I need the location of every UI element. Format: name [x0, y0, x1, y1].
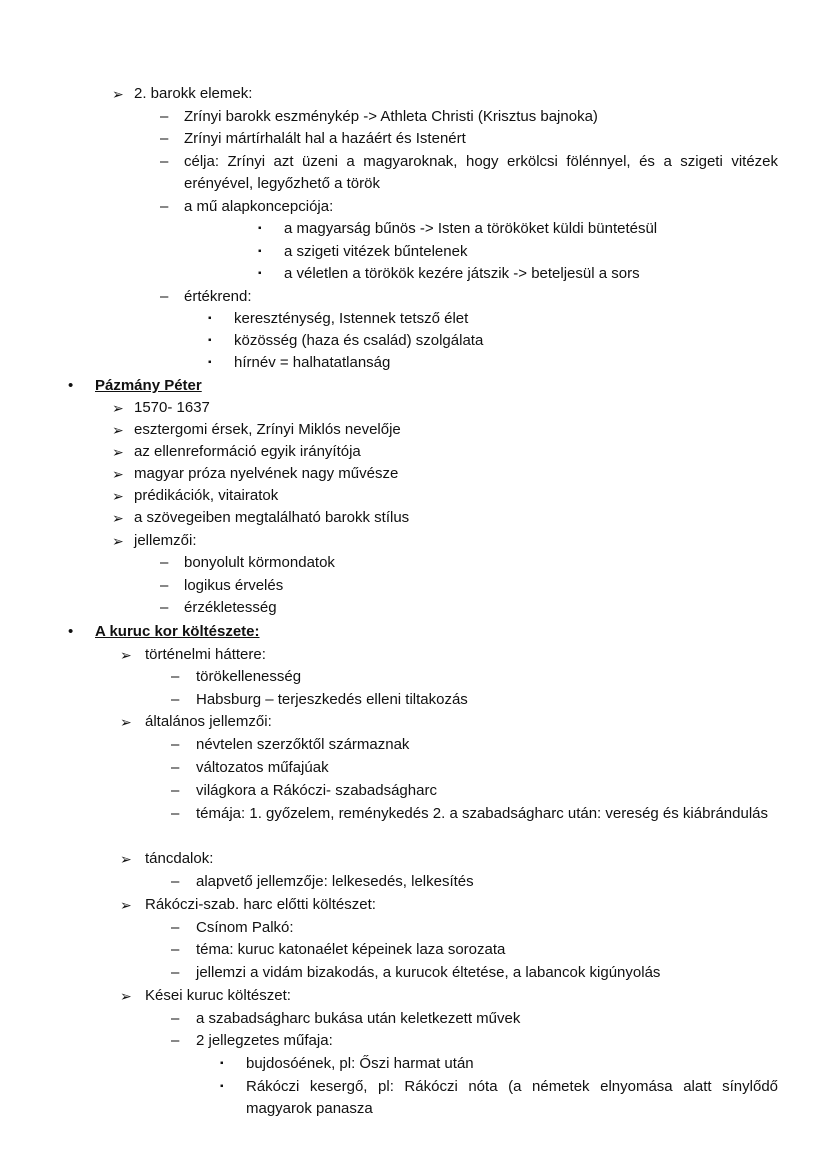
arrow-bullet-icon: ➢ [120, 897, 132, 913]
list-item [208, 330, 708, 352]
dash-bullet-icon: – [160, 577, 169, 594]
list-item [120, 894, 720, 916]
square-bullet-icon: ▪ [258, 246, 262, 257]
arrow-bullet-icon: ➢ [112, 510, 124, 526]
list-item [120, 711, 720, 733]
square-bullet-icon: ▪ [220, 1081, 224, 1092]
list-item-text: hírnév = halhatatlanság [234, 354, 391, 371]
list-item [160, 106, 780, 128]
list-item [160, 575, 760, 597]
list-item-text: 1570- 1637 [134, 399, 210, 416]
arrow-bullet-icon: ➢ [112, 444, 124, 460]
list-item-text: az ellenreformáció egyik irányítója [134, 443, 361, 460]
list-item-text: Csínom Palkó: [196, 919, 294, 936]
dash-bullet-icon: – [171, 736, 180, 753]
list-item-text: törökellenesség [196, 668, 302, 685]
list-item-text: Zrínyi mártírhalált hal a hazáért és Istenért [184, 130, 466, 147]
list-item [171, 871, 771, 893]
list-item-text: célja: Zrínyi azt üzeni a magyaroknak, hogy erkölcsi fölénnyel, és a szigeti vitézek erényével, legyőzhető a török [184, 153, 778, 192]
list-item-text: témája: 1. győzelem, reménykedés 2. a szabadságharc után: vereség és kiábrándulás [196, 805, 768, 822]
list-item-text: a szabadságharc bukása után keletkezett művek [196, 1010, 521, 1027]
list-item-text: változatos műfajúak [196, 759, 329, 776]
list-item-text: a mű alapkoncepciója: [184, 198, 334, 215]
list-item [171, 962, 791, 984]
dash-bullet-icon: – [171, 941, 180, 958]
list-item [171, 734, 771, 756]
list-item [112, 397, 712, 419]
list-item-text: a véletlen a törökök kezére játszik -> beteljesül a sors [284, 265, 640, 282]
list-item [112, 83, 712, 105]
list-item-text: Rákóczi-szab. harc előtti költészet: [145, 896, 376, 913]
arrow-bullet-icon: ➢ [112, 422, 124, 438]
list-item-text: prédikációk, vitairatok [134, 487, 279, 504]
dash-bullet-icon: – [160, 153, 169, 170]
arrow-bullet-icon: ➢ [112, 86, 124, 102]
heading-text: A kuruc kor költészete: [95, 623, 260, 640]
square-bullet-icon: ▪ [258, 268, 262, 279]
list-item-text: alapvető jellemzője: lelkesedés, lelkesítés [196, 873, 474, 890]
list-item [160, 151, 780, 195]
list-item [171, 939, 771, 961]
list-item-text: bonyolult körmondatok [184, 554, 335, 571]
list-item-text: világkora a Rákóczi- szabadságharc [196, 782, 437, 799]
arrow-bullet-icon: ➢ [112, 400, 124, 416]
list-item [171, 757, 771, 779]
list-item [220, 1053, 780, 1075]
list-item [220, 1076, 782, 1120]
list-item-text: bujdosóének, pl: Őszi harmat után [246, 1055, 474, 1072]
list-item-text: jellemzői: [134, 532, 197, 549]
list-item [112, 441, 712, 463]
list-item [171, 689, 771, 711]
arrow-bullet-icon: ➢ [112, 466, 124, 482]
dash-bullet-icon: – [160, 554, 169, 571]
list-item-text: 2. barokk elemek: [134, 85, 253, 102]
list-item [171, 666, 771, 688]
list-item [171, 1008, 771, 1030]
list-item-text: táncdalok: [145, 850, 214, 867]
list-item-text: történelmi háttere: [145, 646, 266, 663]
dash-bullet-icon: – [171, 919, 180, 936]
list-item-text: logikus érvelés [184, 577, 284, 594]
dot-bullet-icon: • [68, 377, 74, 394]
dash-bullet-icon: – [171, 1032, 180, 1049]
dash-bullet-icon: – [171, 691, 180, 708]
list-item [160, 196, 780, 218]
list-item [120, 985, 720, 1007]
dash-bullet-icon: – [160, 288, 169, 305]
arrow-bullet-icon: ➢ [112, 533, 124, 549]
list-item [208, 352, 708, 374]
square-bullet-icon: ▪ [208, 335, 212, 346]
list-item [171, 780, 771, 802]
list-item-text: 2 jellegzetes műfaja: [196, 1032, 333, 1049]
dot-bullet-icon: • [68, 623, 74, 640]
dash-bullet-icon: – [171, 873, 180, 890]
list-item [171, 1030, 771, 1052]
list-item [258, 263, 758, 285]
list-item-text: esztergomi érsek, Zrínyi Miklós nevelője [134, 421, 401, 438]
list-item [258, 218, 758, 240]
list-item [171, 917, 771, 939]
list-item-text: téma: kuruc katonaélet képeinek laza sorozata [196, 941, 506, 958]
dash-bullet-icon: – [171, 1010, 180, 1027]
list-item-text: általános jellemzői: [145, 713, 272, 730]
list-item-text: a szigeti vitézek bűntelenek [284, 243, 468, 260]
square-bullet-icon: ▪ [220, 1058, 224, 1069]
arrow-bullet-icon: ➢ [120, 714, 132, 730]
dash-bullet-icon: – [171, 668, 180, 685]
list-item [160, 128, 780, 150]
list-item [112, 463, 712, 485]
dash-bullet-icon: – [171, 782, 180, 799]
dash-bullet-icon: – [171, 805, 180, 822]
list-item-text: közösség (haza és család) szolgálata [234, 332, 484, 349]
arrow-bullet-icon: ➢ [120, 647, 132, 663]
dash-bullet-icon: – [160, 108, 169, 125]
section-heading [68, 375, 668, 397]
list-item-text: érzékletesség [184, 599, 277, 616]
list-item [258, 241, 758, 263]
list-item-text: Habsburg – terjeszkedés elleni tiltakozás [196, 691, 468, 708]
arrow-bullet-icon: ➢ [120, 851, 132, 867]
list-item-text: értékrend: [184, 288, 252, 305]
list-item [112, 507, 712, 529]
square-bullet-icon: ▪ [208, 313, 212, 324]
list-item-text: Rákóczi kesergő, pl: Rákóczi nóta (a németek elnyomása alatt sínylődő magyarok panasza [246, 1078, 778, 1117]
list-item [120, 644, 720, 666]
list-item [171, 803, 781, 847]
section-heading [68, 621, 668, 643]
list-item [112, 530, 712, 552]
arrow-bullet-icon: ➢ [112, 488, 124, 504]
list-item-text: Kései kuruc költészet: [145, 987, 291, 1004]
heading-text: Pázmány Péter [95, 377, 202, 394]
list-item [112, 419, 712, 441]
list-item [120, 848, 720, 870]
list-item-text: a magyarság bűnös -> Isten a törököket küldi büntetésül [284, 220, 658, 237]
dash-bullet-icon: – [160, 599, 169, 616]
list-item-text: magyar próza nyelvének nagy művésze [134, 465, 399, 482]
list-item-text: névtelen szerzőktől származnak [196, 736, 410, 753]
dash-bullet-icon: – [160, 198, 169, 215]
list-item [208, 308, 708, 330]
square-bullet-icon: ▪ [258, 223, 262, 234]
list-item-text: jellemzi a vidám bizakodás, a kurucok éltetése, a labancok kigúnyolás [196, 964, 661, 981]
list-item [160, 597, 760, 619]
list-item [160, 552, 760, 574]
square-bullet-icon: ▪ [208, 357, 212, 368]
arrow-bullet-icon: ➢ [120, 988, 132, 1004]
list-item [112, 485, 712, 507]
dash-bullet-icon: – [171, 964, 180, 981]
dash-bullet-icon: – [160, 130, 169, 147]
list-item-text: kereszténység, Istennek tetsző élet [234, 310, 469, 327]
dash-bullet-icon: – [171, 759, 180, 776]
list-item-text: Zrínyi barokk eszménykép -> Athleta Christi (Krisztus bajnoka) [184, 108, 598, 125]
list-item-text: a szövegeiben megtalálható barokk stílus [134, 509, 410, 526]
list-item [160, 286, 780, 308]
